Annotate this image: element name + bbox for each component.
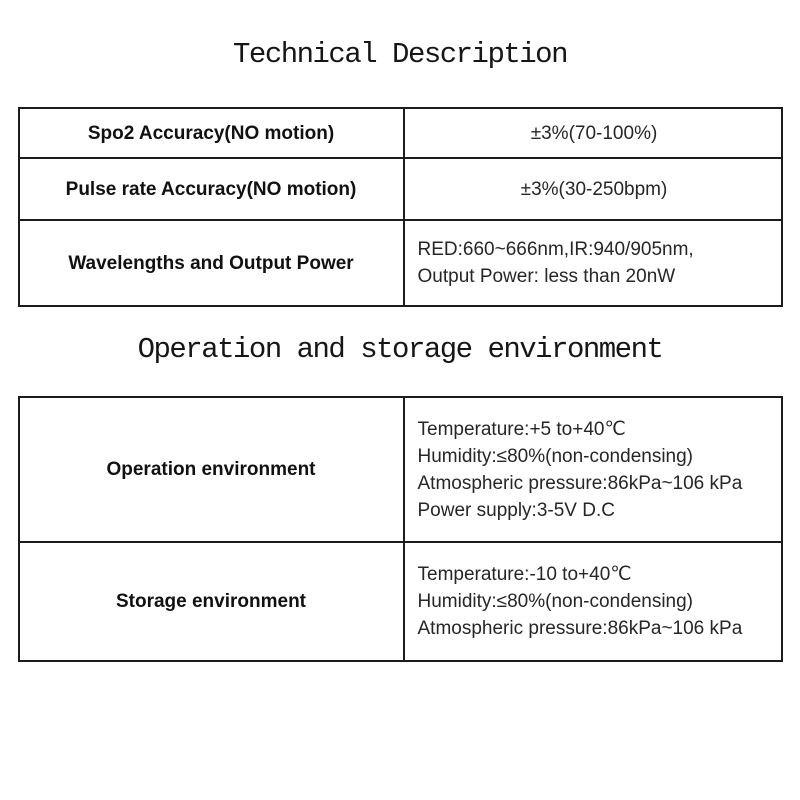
table-row xyxy=(19,158,782,220)
value-line: Atmospheric pressure:86kPa~106 kPa xyxy=(417,618,743,639)
value-line: Temperature:-10 to+40℃ xyxy=(417,564,632,585)
row-label-pulse-rate-accuracy: Pulse rate Accuracy(NO motion) xyxy=(19,158,404,220)
row-label-spo2-accuracy: Spo2 Accuracy(NO motion) xyxy=(19,108,404,158)
section-heading-operation-storage-environment: Operation and storage environment xyxy=(137,333,663,366)
value-line: Atmospheric pressure:86kPa~106 kPa xyxy=(417,472,743,494)
table-row xyxy=(19,220,782,306)
row-label-wavelengths-output-power: Wavelengths and Output Power xyxy=(19,220,404,306)
value-line: Temperature:+5 to+40℃ xyxy=(417,418,626,440)
value-line: ±3%(70-100%) xyxy=(530,122,658,144)
table-row xyxy=(19,397,782,542)
value-line: Output Power: less than 20nW xyxy=(417,266,676,287)
row-label-operation-environment: Operation environment xyxy=(19,397,404,542)
row-value-spo2-accuracy xyxy=(404,108,782,158)
table-row xyxy=(19,108,782,158)
row-label-storage-environment: Storage environment xyxy=(19,542,404,661)
section-heading-technical-description: Technical Description xyxy=(233,38,567,71)
value-line: Humidity:≤80%(non-condensing) xyxy=(417,591,694,612)
value-line: RED:660~666nm,IR:940/905nm, xyxy=(417,239,694,260)
environment-table xyxy=(18,396,783,662)
value-line: Power supply:3-5V D.C xyxy=(417,499,615,521)
row-value-operation-environment xyxy=(404,397,782,542)
table-row xyxy=(19,542,782,661)
value-line: Humidity:≤80%(non-condensing) xyxy=(417,445,694,467)
technical-description-table xyxy=(18,107,783,307)
row-value-storage-environment xyxy=(404,542,782,661)
value-line: ±3%(30-250bpm) xyxy=(520,178,668,200)
row-value-wavelengths-output-power xyxy=(404,220,782,306)
row-value-pulse-rate-accuracy xyxy=(404,158,782,220)
